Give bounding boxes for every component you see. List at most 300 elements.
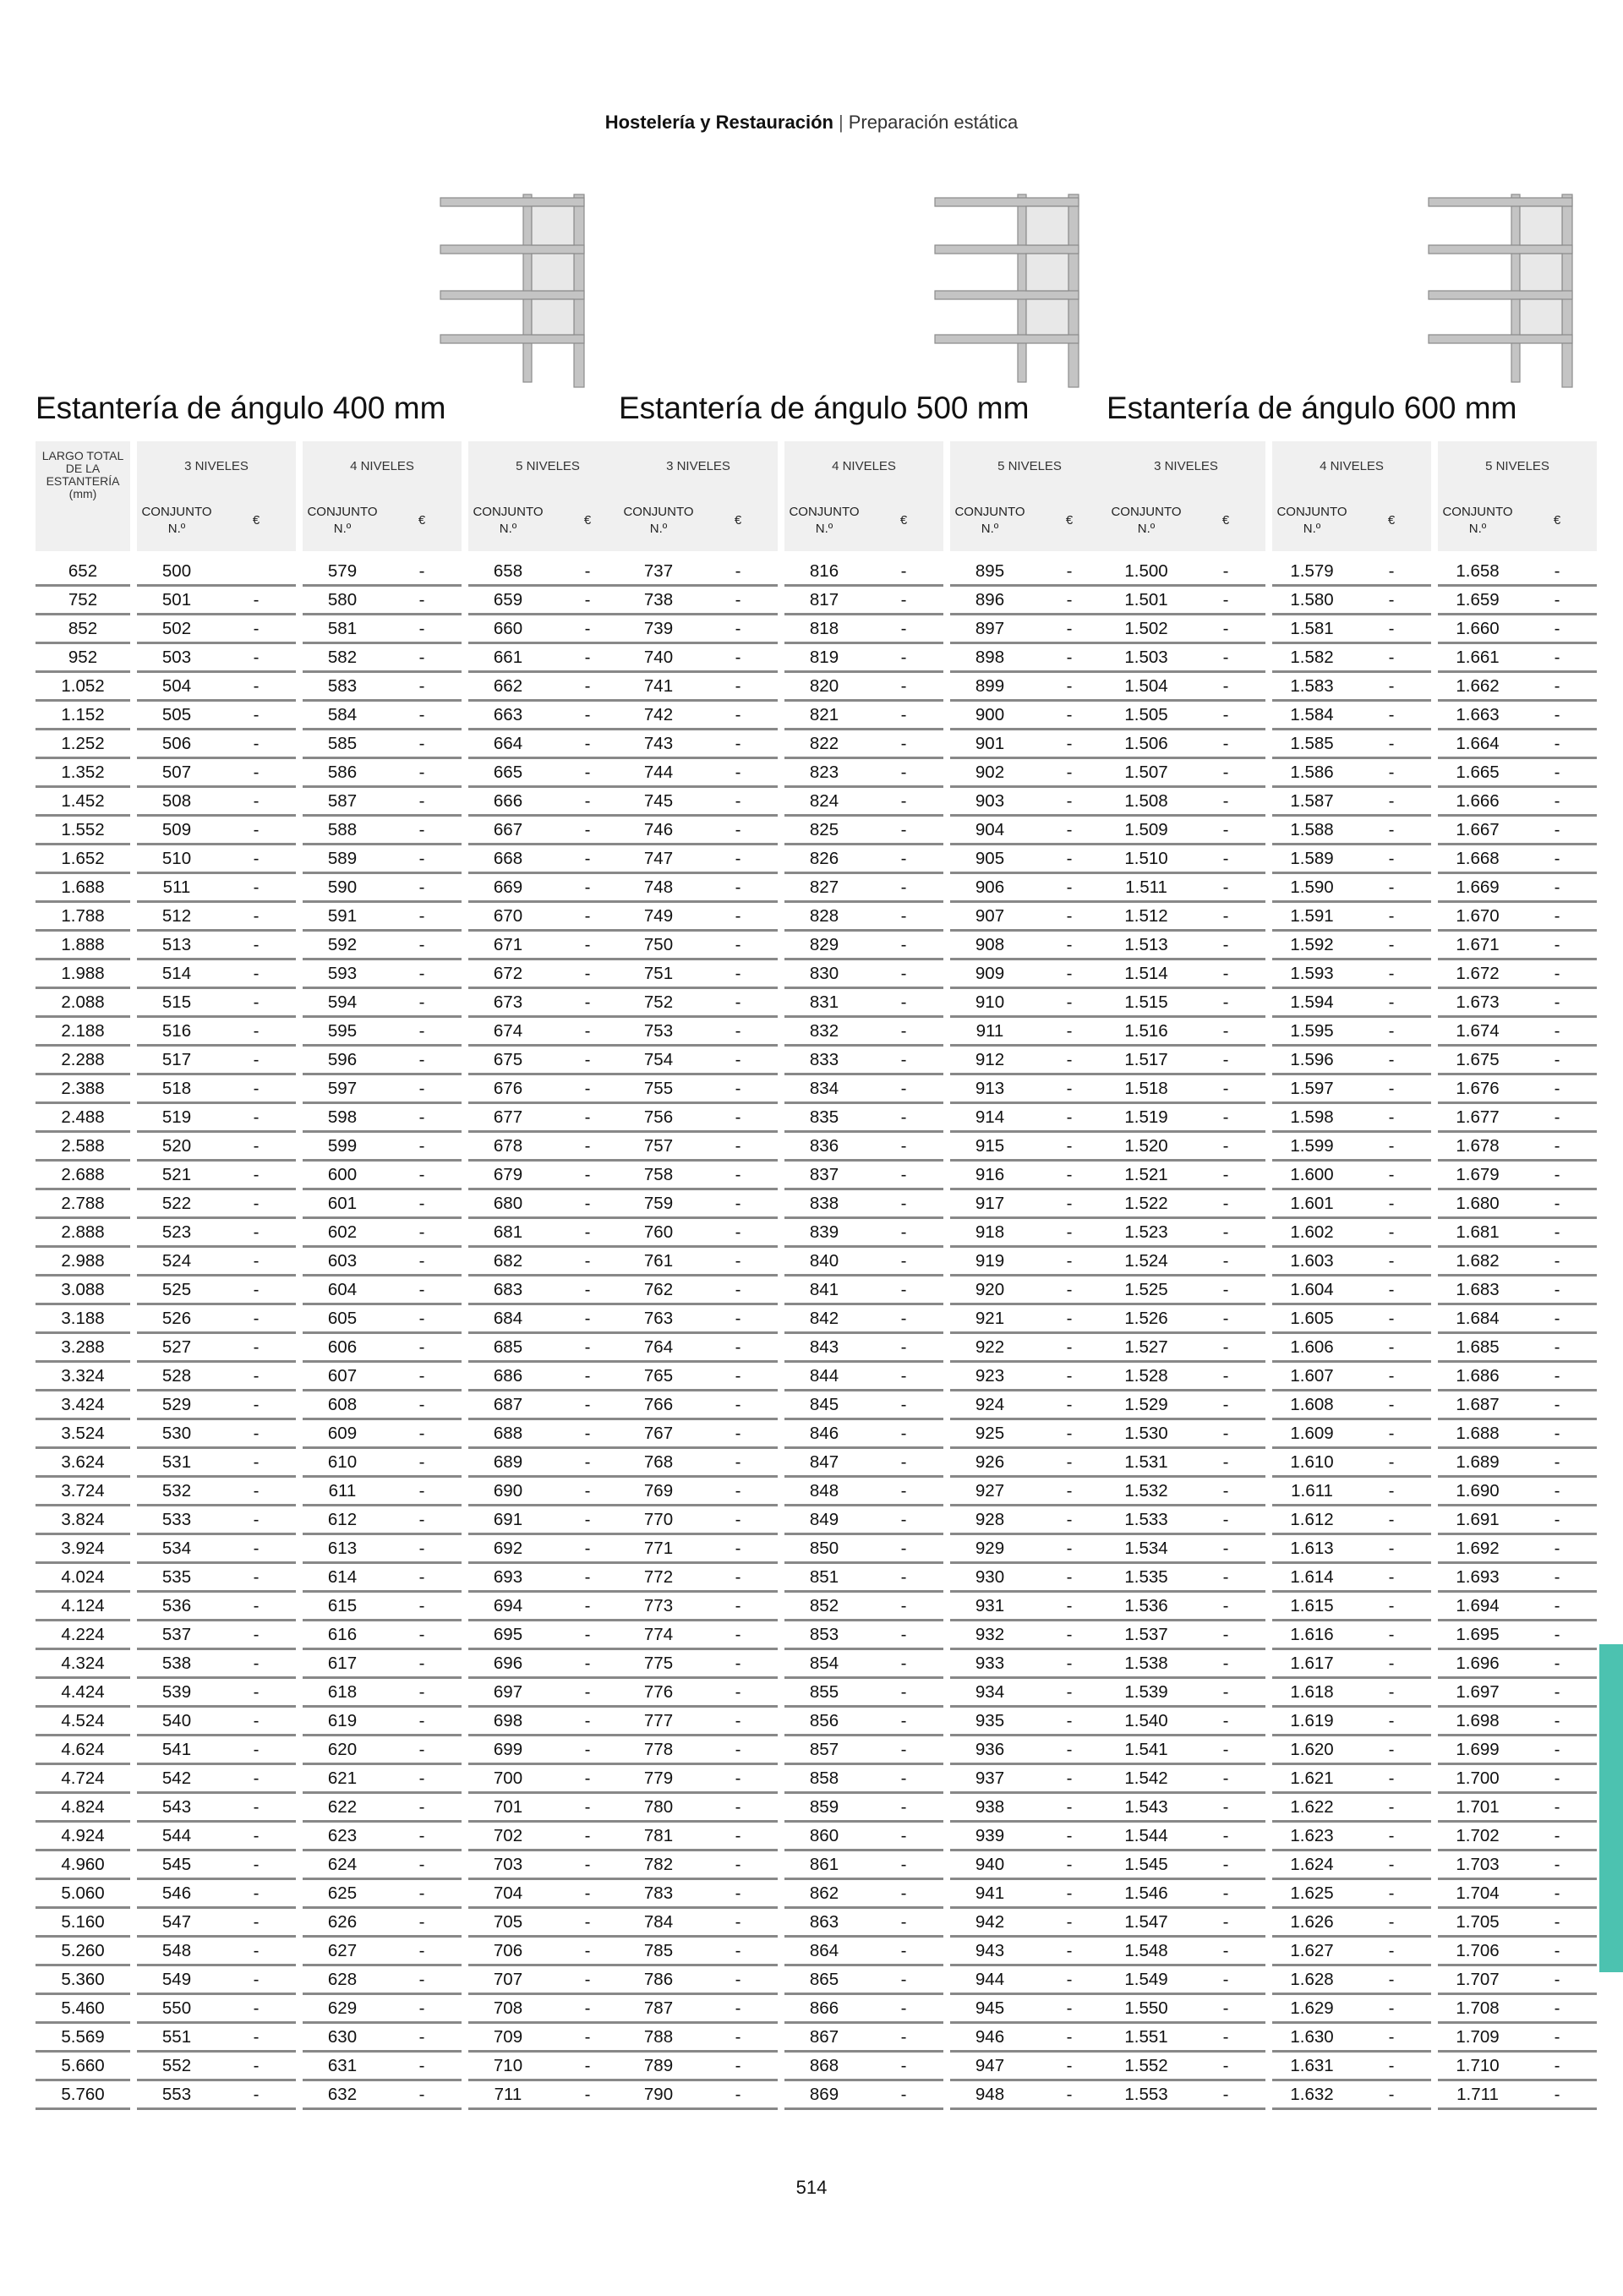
price-cell: -	[698, 903, 778, 932]
column-gap	[1265, 730, 1272, 759]
set-number-cell: 519	[137, 1104, 216, 1133]
set-number-cell: 1.661	[1438, 644, 1517, 673]
column-gap	[778, 702, 784, 730]
column-gap	[778, 1363, 784, 1391]
set-number-cell: 631	[303, 2053, 382, 2081]
length-cell: 1.352	[36, 759, 130, 788]
price-cell: -	[698, 1162, 778, 1190]
column-gap	[1265, 1305, 1272, 1334]
price-cell: -	[1030, 1535, 1109, 1564]
price-cell: -	[382, 1966, 462, 1995]
set-number-cell: 770	[619, 1506, 698, 1535]
table-row	[1107, 1564, 1597, 1593]
set-number-cell: 540	[137, 1708, 216, 1736]
set-number-cell: 503	[137, 644, 216, 673]
column-gap	[296, 1219, 303, 1248]
column-gap	[1265, 1363, 1272, 1391]
set-number-cell: 1.695	[1438, 1621, 1517, 1650]
set-number-cell: 1.551	[1107, 2024, 1186, 2053]
price-cell: -	[1186, 1276, 1265, 1305]
price-cell: -	[216, 1794, 296, 1823]
price-cell: -	[216, 1133, 296, 1162]
price-cell: -	[382, 1104, 462, 1133]
set-number-cell: 743	[619, 730, 698, 759]
price-cell: -	[216, 615, 296, 644]
set-number-cell: 937	[950, 1765, 1030, 1794]
set-number-cell: 683	[468, 1276, 548, 1305]
price-cell: -	[548, 1823, 627, 1851]
set-number-cell: 596	[303, 1047, 382, 1075]
column-gap	[462, 932, 468, 960]
price-cell: -	[216, 1909, 296, 1938]
set-number-cell: 531	[137, 1449, 216, 1478]
length-cell: 4.524	[36, 1708, 130, 1736]
table-row	[619, 1133, 1109, 1162]
set-number-cell: 630	[303, 2024, 382, 2053]
set-number-header: CONJUNTO N.º	[950, 490, 1030, 551]
column-gap	[1431, 1650, 1438, 1679]
column-gap	[943, 1765, 950, 1794]
set-number-cell: 1.538	[1107, 1650, 1186, 1679]
table-row	[619, 1104, 1109, 1133]
price-cell: -	[1352, 1478, 1431, 1506]
price-cell: -	[1517, 788, 1597, 817]
price-cell	[216, 558, 296, 587]
price-cell: -	[1186, 1794, 1265, 1823]
column-gap	[1431, 874, 1438, 903]
column-gap	[1431, 845, 1438, 874]
price-cell: -	[216, 1621, 296, 1650]
column-gap	[778, 1075, 784, 1104]
price-cell: -	[1517, 1219, 1597, 1248]
set-number-cell: 1.671	[1438, 932, 1517, 960]
column-gap	[130, 1248, 137, 1276]
price-cell: -	[548, 1133, 627, 1162]
set-number-cell: 1.526	[1107, 1305, 1186, 1334]
set-number-cell: 691	[468, 1506, 548, 1535]
column-gap	[296, 644, 303, 673]
set-number-cell: 602	[303, 1219, 382, 1248]
table-row	[36, 1478, 627, 1506]
price-cell: -	[1186, 1765, 1265, 1794]
price-cell: -	[1186, 558, 1265, 587]
price-cell: -	[1517, 759, 1597, 788]
set-number-cell: 861	[784, 1851, 864, 1880]
set-number-cell: 547	[137, 1909, 216, 1938]
table-row	[36, 1133, 627, 1162]
set-number-cell: 1.618	[1272, 1679, 1352, 1708]
column-gap	[462, 1909, 468, 1938]
column-gap	[943, 788, 950, 817]
table-row	[1107, 1162, 1597, 1190]
price-cell: -	[1186, 1564, 1265, 1593]
price-cell: -	[382, 1334, 462, 1363]
column-gap	[296, 1621, 303, 1650]
price-cell: -	[864, 587, 943, 615]
set-number-cell: 1.516	[1107, 1018, 1186, 1047]
set-number-cell: 687	[468, 1391, 548, 1420]
set-number-cell: 623	[303, 1823, 382, 1851]
column-gap	[1431, 1334, 1438, 1363]
table-row	[619, 1248, 1109, 1276]
column-gap	[462, 1823, 468, 1851]
set-number-cell: 918	[950, 1219, 1030, 1248]
set-number-cell: 707	[468, 1966, 548, 1995]
column-gap	[943, 1938, 950, 1966]
price-cell: -	[216, 730, 296, 759]
set-number-cell: 525	[137, 1276, 216, 1305]
set-number-cell: 767	[619, 1420, 698, 1449]
set-number-cell: 847	[784, 1449, 864, 1478]
price-cell: -	[1030, 1650, 1109, 1679]
price-cell: -	[216, 1420, 296, 1449]
set-number-cell: 939	[950, 1823, 1030, 1851]
set-number-cell: 580	[303, 587, 382, 615]
price-cell: -	[864, 1133, 943, 1162]
column-gap	[1431, 558, 1438, 587]
price-cell: -	[864, 1938, 943, 1966]
set-number-cell: 1.680	[1438, 1190, 1517, 1219]
column-gap	[462, 1133, 468, 1162]
set-number-cell: 817	[784, 587, 864, 615]
set-number-cell: 1.673	[1438, 989, 1517, 1018]
length-cell: 1.652	[36, 845, 130, 874]
set-number-cell: 549	[137, 1966, 216, 1995]
column-gap	[778, 1650, 784, 1679]
price-cell: -	[1352, 587, 1431, 615]
price-cell: -	[216, 702, 296, 730]
price-cell: -	[1352, 1449, 1431, 1478]
price-cell: -	[1030, 1162, 1109, 1190]
set-number-cell: 609	[303, 1420, 382, 1449]
table-row	[619, 644, 1109, 673]
set-number-cell: 1.522	[1107, 1190, 1186, 1219]
set-number-cell: 1.548	[1107, 1938, 1186, 1966]
set-number-cell: 622	[303, 1794, 382, 1823]
table-row	[36, 1593, 627, 1621]
price-cell: -	[1186, 2081, 1265, 2110]
column-gap	[943, 989, 950, 1018]
column-gap	[296, 587, 303, 615]
price-cell: -	[1517, 1075, 1597, 1104]
set-number-cell: 919	[950, 1248, 1030, 1276]
price-cell: -	[216, 1880, 296, 1909]
price-cell: -	[216, 874, 296, 903]
set-number-cell: 1.519	[1107, 1104, 1186, 1133]
column-gap	[778, 960, 784, 989]
corner-shelf-image	[930, 193, 1080, 389]
set-number-cell: 689	[468, 1449, 548, 1478]
table-row	[619, 1736, 1109, 1765]
length-cell: 1.152	[36, 702, 130, 730]
set-number-cell: 1.674	[1438, 1018, 1517, 1047]
column-gap	[1431, 1190, 1438, 1219]
price-cell: -	[1517, 1909, 1597, 1938]
column-gap	[778, 1621, 784, 1650]
set-number-cell: 1.502	[1107, 615, 1186, 644]
price-cell: -	[1517, 1248, 1597, 1276]
price-cell: -	[864, 1966, 943, 1995]
price-cell: -	[1030, 1276, 1109, 1305]
column-gap	[130, 1219, 137, 1248]
table-row	[1107, 1047, 1597, 1075]
column-gap	[462, 1219, 468, 1248]
price-cell: -	[1352, 1276, 1431, 1305]
price-cell: -	[1352, 1104, 1431, 1133]
set-number-cell: 613	[303, 1535, 382, 1564]
set-number-cell: 1.631	[1272, 2053, 1352, 2081]
table-row	[619, 1162, 1109, 1190]
table-row	[1107, 2081, 1597, 2110]
column-gap	[296, 1478, 303, 1506]
column-gap	[462, 1162, 468, 1190]
price-cell: -	[864, 1650, 943, 1679]
price-cell: -	[1352, 1133, 1431, 1162]
set-number-cell: 1.696	[1438, 1650, 1517, 1679]
column-gap	[778, 1506, 784, 1535]
set-number-header: CONJUNTO N.º	[619, 490, 698, 551]
column-gap	[296, 1363, 303, 1391]
column-gap	[462, 1794, 468, 1823]
set-number-cell: 947	[950, 2053, 1030, 2081]
column-gap	[130, 1104, 137, 1133]
column-gap	[462, 441, 468, 490]
price-cell: -	[1030, 1851, 1109, 1880]
table-row	[619, 874, 1109, 903]
price-cell: -	[1352, 1564, 1431, 1593]
column-gap	[296, 874, 303, 903]
price-cell: -	[1352, 1075, 1431, 1104]
price-cell: -	[1517, 1938, 1597, 1966]
price-cell: -	[1517, 1190, 1597, 1219]
set-number-cell: 599	[303, 1133, 382, 1162]
price-cell: -	[382, 615, 462, 644]
price-header: €	[698, 490, 778, 551]
set-number-cell: 619	[303, 1708, 382, 1736]
price-cell: -	[1517, 1391, 1597, 1420]
table-row	[1107, 587, 1597, 615]
length-cell: 4.024	[36, 1564, 130, 1593]
set-number-cell: 1.624	[1272, 1851, 1352, 1880]
length-cell: 5.460	[36, 1995, 130, 2024]
set-number-cell: 671	[468, 932, 548, 960]
column-gap	[778, 1535, 784, 1564]
shelf-table-400	[36, 441, 627, 2110]
set-number-cell: 594	[303, 989, 382, 1018]
price-cell: -	[698, 1995, 778, 2024]
set-number-cell: 1.663	[1438, 702, 1517, 730]
column-gap	[1431, 1995, 1438, 2024]
price-cell: -	[698, 587, 778, 615]
table-row	[36, 1938, 627, 1966]
column-gap	[130, 1593, 137, 1621]
table-row	[36, 1075, 627, 1104]
column-gap	[462, 730, 468, 759]
column-gap	[1431, 759, 1438, 788]
price-cell: -	[1517, 1506, 1597, 1535]
price-cell: -	[864, 558, 943, 587]
price-cell: -	[864, 1363, 943, 1391]
price-cell: -	[1186, 1823, 1265, 1851]
length-cell: 652	[36, 558, 130, 587]
column-gap	[1265, 1564, 1272, 1593]
price-cell: -	[1517, 730, 1597, 759]
price-cell: -	[1517, 1765, 1597, 1794]
set-number-cell: 920	[950, 1276, 1030, 1305]
price-cell: -	[698, 1564, 778, 1593]
price-cell: -	[382, 1679, 462, 1708]
column-gap	[296, 2081, 303, 2110]
column-gap	[943, 1966, 950, 1995]
column-gap	[943, 1018, 950, 1047]
price-cell: -	[216, 1162, 296, 1190]
set-number-cell: 1.553	[1107, 2081, 1186, 2110]
set-number-cell: 904	[950, 817, 1030, 845]
price-cell: -	[548, 1650, 627, 1679]
column-gap	[130, 759, 137, 788]
price-cell: -	[1517, 932, 1597, 960]
set-number-cell: 664	[468, 730, 548, 759]
table-row	[1107, 1708, 1597, 1736]
table-row	[1107, 1966, 1597, 1995]
price-cell: -	[382, 1047, 462, 1075]
set-number-cell: 592	[303, 932, 382, 960]
price-cell: -	[382, 1162, 462, 1190]
set-number-cell: 740	[619, 644, 698, 673]
price-cell: -	[1352, 1305, 1431, 1334]
set-number-cell: 916	[950, 1162, 1030, 1190]
length-cell: 4.424	[36, 1679, 130, 1708]
set-number-cell: 1.505	[1107, 702, 1186, 730]
table-row	[36, 874, 627, 903]
set-number-cell: 676	[468, 1075, 548, 1104]
price-cell: -	[1186, 1995, 1265, 2024]
table-row	[36, 989, 627, 1018]
column-gap	[1431, 490, 1438, 551]
column-gap	[778, 1909, 784, 1938]
set-number-cell: 661	[468, 644, 548, 673]
column-gap	[462, 1190, 468, 1219]
price-cell: -	[548, 644, 627, 673]
column-gap	[1265, 1621, 1272, 1650]
column-gap	[130, 989, 137, 1018]
table-row	[619, 1794, 1109, 1823]
set-number-cell: 746	[619, 817, 698, 845]
price-cell: -	[864, 1391, 943, 1420]
column-gap	[1431, 1564, 1438, 1593]
set-number-cell: 779	[619, 1765, 698, 1794]
column-gap	[778, 615, 784, 644]
set-number-cell: 1.704	[1438, 1880, 1517, 1909]
length-cell: 3.088	[36, 1276, 130, 1305]
set-number-cell: 910	[950, 989, 1030, 1018]
set-number-cell: 834	[784, 1075, 864, 1104]
set-number-cell: 1.534	[1107, 1535, 1186, 1564]
column-gap	[296, 1909, 303, 1938]
column-gap	[296, 1564, 303, 1593]
set-number-cell: 836	[784, 1133, 864, 1162]
set-number-cell: 749	[619, 903, 698, 932]
column-gap	[943, 1650, 950, 1679]
column-gap	[778, 490, 784, 551]
price-cell: -	[698, 1305, 778, 1334]
set-number-cell: 590	[303, 874, 382, 903]
set-number-cell: 1.701	[1438, 1794, 1517, 1823]
price-cell: -	[382, 874, 462, 903]
set-number-cell: 520	[137, 1133, 216, 1162]
set-number-cell: 550	[137, 1995, 216, 2024]
table-row	[619, 615, 1109, 644]
price-cell: -	[1517, 2024, 1597, 2053]
price-cell: -	[698, 1535, 778, 1564]
price-cell: -	[1186, 1075, 1265, 1104]
set-number-cell: 506	[137, 730, 216, 759]
set-number-cell: 1.531	[1107, 1449, 1186, 1478]
set-number-cell: 709	[468, 2024, 548, 2053]
set-number-cell: 865	[784, 1966, 864, 1995]
price-cell: -	[698, 1075, 778, 1104]
price-cell: -	[382, 1593, 462, 1621]
set-number-cell: 1.512	[1107, 903, 1186, 932]
column-gap	[778, 989, 784, 1018]
price-cell: -	[216, 1449, 296, 1478]
table-row	[619, 1650, 1109, 1679]
set-number-cell: 610	[303, 1449, 382, 1478]
column-gap	[1431, 1276, 1438, 1305]
price-cell: -	[1030, 702, 1109, 730]
price-cell: -	[1030, 759, 1109, 788]
price-cell: -	[382, 1880, 462, 1909]
set-number-cell: 706	[468, 1938, 548, 1966]
set-number-cell: 1.589	[1272, 845, 1352, 874]
price-cell: -	[382, 817, 462, 845]
price-cell: -	[698, 1765, 778, 1794]
column-gap	[462, 1104, 468, 1133]
column-gap	[462, 615, 468, 644]
set-number-cell: 607	[303, 1363, 382, 1391]
column-gap	[1431, 1047, 1438, 1075]
table-row	[1107, 1765, 1597, 1794]
set-number-cell: 710	[468, 2053, 548, 2081]
set-number-cell: 845	[784, 1391, 864, 1420]
column-gap	[462, 702, 468, 730]
price-cell: -	[1030, 1219, 1109, 1248]
price-cell: -	[1186, 1506, 1265, 1535]
column-gap	[778, 1478, 784, 1506]
column-gap	[462, 1650, 468, 1679]
price-cell: -	[216, 587, 296, 615]
price-cell: -	[216, 1938, 296, 1966]
column-gap	[1431, 1018, 1438, 1047]
price-cell: -	[216, 2024, 296, 2053]
price-cell: -	[864, 932, 943, 960]
price-cell: -	[864, 673, 943, 702]
column-gap	[943, 2081, 950, 2110]
price-cell: -	[216, 2053, 296, 2081]
set-number-cell: 816	[784, 558, 864, 587]
column-gap	[462, 490, 468, 551]
set-number-cell: 593	[303, 960, 382, 989]
set-number-cell: 675	[468, 1047, 548, 1075]
set-number-cell: 866	[784, 1995, 864, 2024]
price-cell: -	[1352, 1880, 1431, 1909]
price-cell: -	[698, 1276, 778, 1305]
column-gap	[943, 960, 950, 989]
set-number-cell: 824	[784, 788, 864, 817]
price-cell: -	[548, 1420, 627, 1449]
price-cell: -	[548, 702, 627, 730]
column-gap	[1265, 874, 1272, 903]
